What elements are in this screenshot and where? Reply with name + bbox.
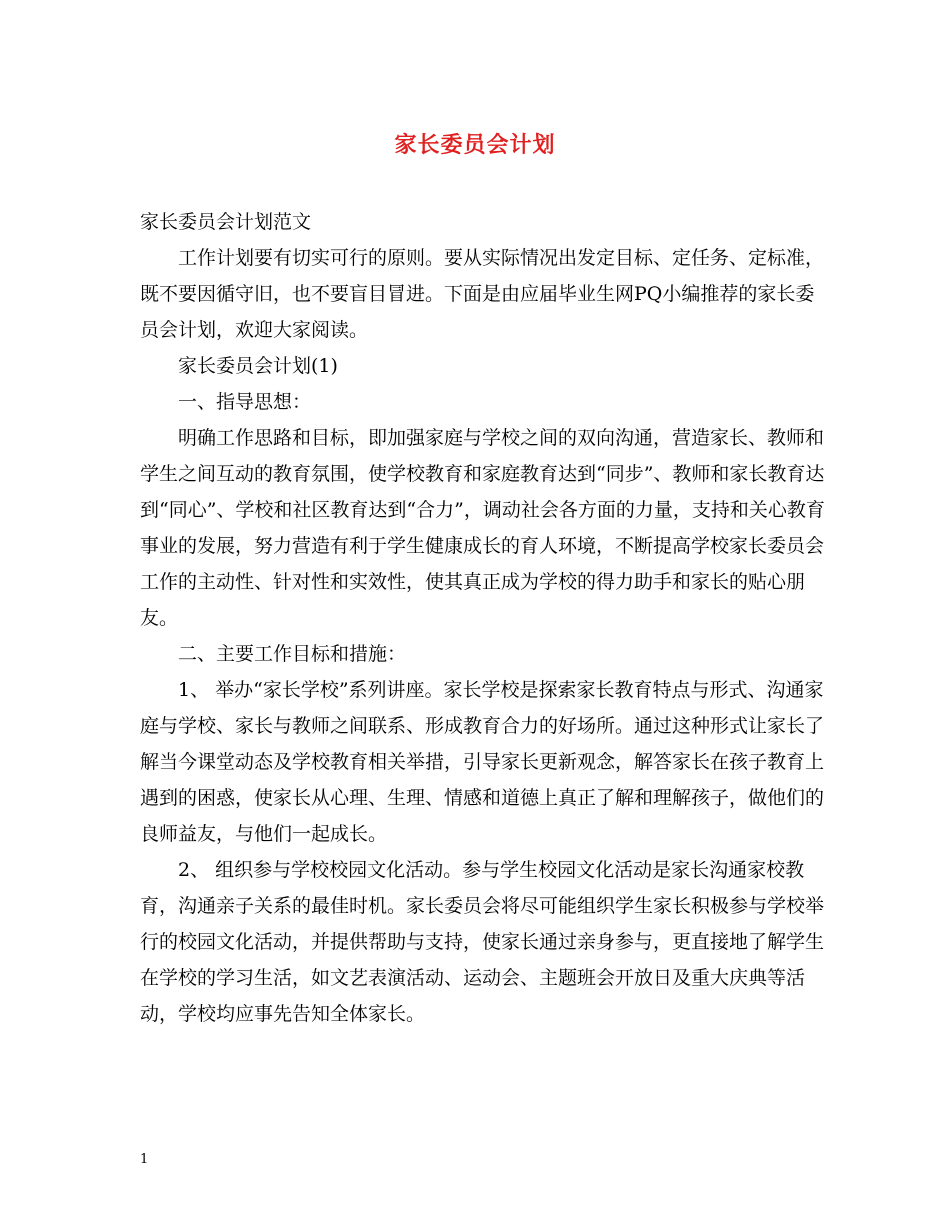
- document-title: 家长委员会计划: [394, 132, 556, 158]
- paragraph: 工作计划要有切实可行的原则。要从实际情况出发定目标、定任务、定标准，既不要因循守旧，也不要盲目冒进。下面是由应届毕业生网PQ小编推荐的家长委员会计划，欢迎大家阅读。: [140, 247, 825, 341]
- page-number: 1: [140, 1152, 149, 1167]
- paragraph: 家长委员会计划范文: [140, 211, 312, 233]
- paragraph: 家长委员会计划(1): [178, 355, 338, 377]
- paragraph: 1、 举办“家长学校”系列讲座。家长学校是探索家长教育特点与形式、沟通家庭与学校、家长与教师之间联系、形成教育合力的好场所。通过这种形式让家长了解当今课堂动态及学校教育相关举措，引导家长更新观念，解答家长在孩子教育上遇到的困惑，使家长从心理、生理、情感和道德上真正了解和理解孩子，做他们的良师益友，与他们一起成长。: [140, 679, 825, 845]
- paragraph: 二、主要工作目标和措施：: [178, 643, 407, 665]
- document-body: [140, 204, 826, 1032]
- paragraph: 2、 组织参与学校校园文化活动。参与学生校园文化活动是家长沟通家校教育，沟通亲子关系的最佳时机。家长委员会将尽可能组织学生家长积极参与学校举行的校园文化活动，并提供帮助与支持，使家长通过亲身参与，更直接地了解学生在学校的学习生活，如文艺表演活动、运动会、主题班会开放日及重大庆典等活动，学校均应事先告知全体家长。: [140, 859, 825, 1025]
- paragraph: 一、指导思想：: [178, 391, 312, 413]
- paragraph: 明确工作思路和目标，即加强家庭与学校之间的双向沟通，营造家长、教师和学生之间互动的教育氛围，使学校教育和家庭教育达到“同步”、教师和家长教育达到“同心”、学校和社区教育达到“合力”，调动社会各方面的力量，支持和关心教育事业的发展，努力营造有利于学生健康成长的育人环境，不断提高学校家长委员会工作的主动性、针对性和实效性，使其真正成为学校的得力助手和家长的贴心朋友。: [140, 427, 825, 629]
